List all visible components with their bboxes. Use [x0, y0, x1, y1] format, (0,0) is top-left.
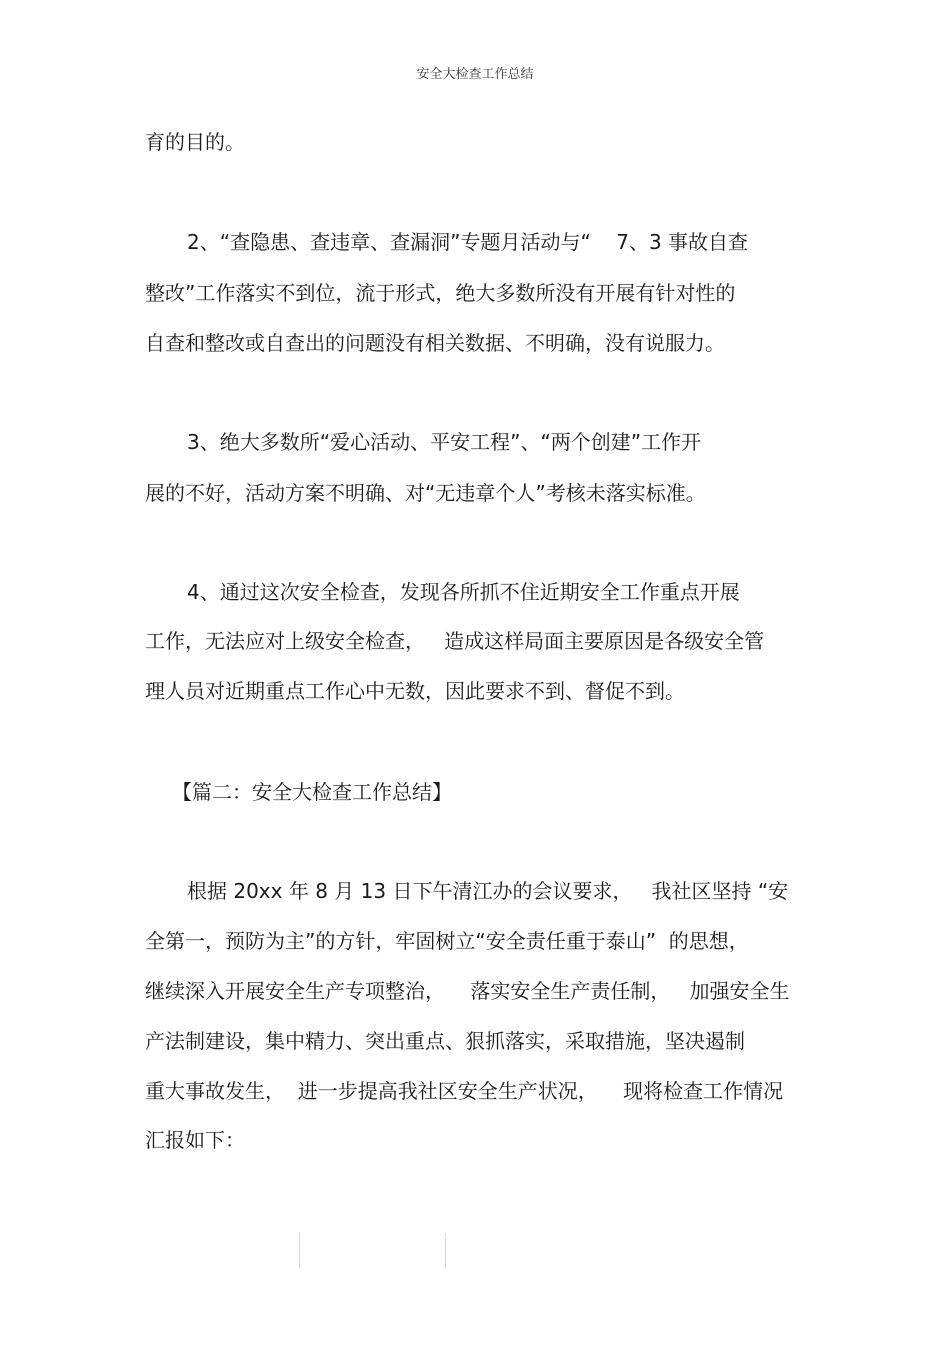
paragraph-5-line-1: 根据 20xx 年 8 月 13 日下午清江办的会议要求， 我社区坚持 “安: [187, 879, 789, 903]
section-title: 【篇二：安全大检查工作总结】: [172, 780, 452, 804]
paragraph-5-line-2: 全第一，预防为主”的方针，牢固树立“安全责任重于泰山” 的思想，: [145, 929, 749, 953]
footer-divider-right: [445, 1233, 446, 1268]
paragraph-2-line-2: 整改”工作落实不到位，流于形式，绝大多数所没有开展有针对性的: [145, 281, 736, 305]
paragraph-3-line-2: 展的不好，活动方案不明确、对“无违章个人”考核未落实标准。: [145, 481, 706, 505]
paragraph-4-line-2: 工作，无法应对上级安全检查， 造成这样局面主要原因是各级安全管: [145, 629, 765, 653]
paragraph-5-line-5: 重大事故发生， 进一步提高我社区安全生产状况， 现将检查工作情况: [145, 1079, 784, 1103]
paragraph-2-line-1: 2、“查隐患、查违章、查漏洞”专题月活动与“ 7、3 事故自查: [187, 230, 749, 254]
paragraph-5-line-6: 汇报如下：: [145, 1128, 245, 1152]
paragraph-1-line-1: 育的目的。: [145, 130, 245, 154]
paragraph-4-line-3: 理人员对近期重点工作心中无数，因此要求不到、督促不到。: [145, 679, 685, 703]
paragraph-3-line-1: 3、绝大多数所“爱心活动、平安工程”、“两个创建”工作开: [187, 430, 702, 454]
page-header: 安全大检查工作总结: [416, 67, 534, 82]
footer-divider-left: [299, 1233, 300, 1268]
paragraph-2-line-3: 自查和整改或自查出的问题没有相关数据、不明确，没有说服力。: [145, 331, 725, 355]
paragraph-4-line-1: 4、通过这次安全检查，发现各所抓不住近期安全工作重点开展: [187, 580, 740, 604]
paragraph-5-line-4: 产法制建设，集中精力、突出重点、狠抓落实，采取措施，坚决遏制: [145, 1029, 745, 1053]
paragraph-5-line-3: 继续深入开展安全生产专项整治， 落实安全生产责任制， 加强安全生: [145, 979, 790, 1003]
